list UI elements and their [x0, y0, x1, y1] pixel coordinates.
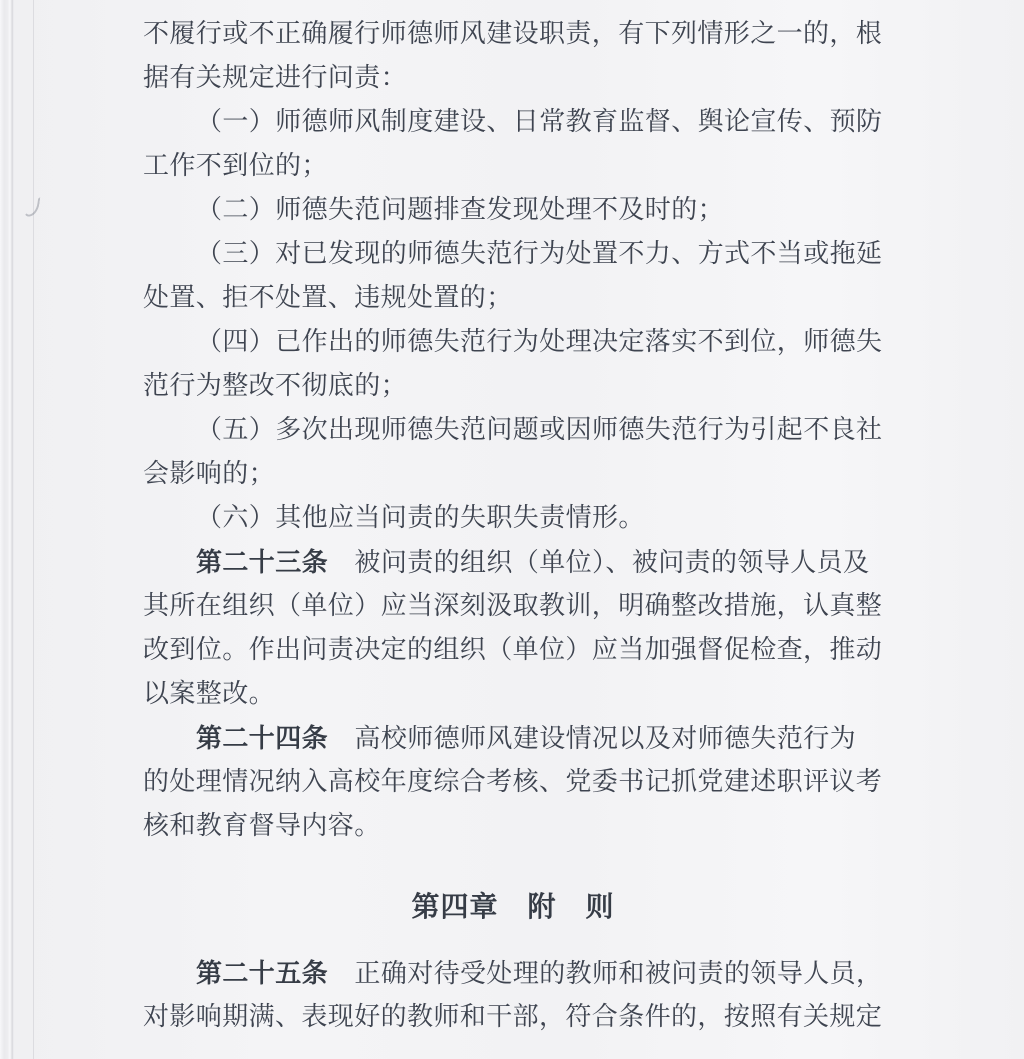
- article-text: 高校师德师风建设情况以及对师德失范行为: [328, 724, 857, 753]
- text-line: （三）对已发现的师德失范行为处置不力、方式不当或拖延: [196, 239, 883, 268]
- text-line: 不履行或不正确履行师德师风建设职责，有下列情形之一的，根: [143, 19, 883, 48]
- text-line: 据有关规定进行问责：: [143, 63, 408, 92]
- text-line: [143, 540, 883, 584]
- paper-crease-line: [33, 0, 34, 1059]
- article-number: 第二十五条: [196, 958, 329, 988]
- scan-left-edge: [0, 0, 14, 1059]
- text-line: 处置、拒不处置、违规处置的；: [143, 283, 513, 312]
- text-line: [143, 951, 883, 995]
- text-line: 范行为整改不彻底的；: [143, 371, 408, 400]
- document-body: [143, 12, 883, 1039]
- article-text: 被问责的组织（单位）、被问责的领导人员及: [328, 548, 870, 577]
- text-line: （一）师德师风制度建设、日常教育监督、舆论宣传、预防: [196, 107, 883, 136]
- text-line: （四）已作出的师德失范行为处理决定落实不到位，师德失: [196, 327, 883, 356]
- paper-crease-mark: [24, 195, 41, 218]
- text-line: 对影响期满、表现好的教师和干部，符合条件的，按照有关规定: [143, 1002, 883, 1031]
- text-line: 改到位。作出问责决定的组织（单位）应当加强督促检查，推动: [143, 635, 883, 664]
- text-line: 的处理情况纳入高校年度综合考核、党委书记抓党建述职评议考: [143, 767, 883, 796]
- text-line: 工作不到位的；: [143, 151, 328, 180]
- text-line: 其所在组织（单位）应当深刻汲取教训，明确整改措施，认真整: [143, 591, 883, 620]
- text-line: （五）多次出现师德失范问题或因师德失范行为引起不良社: [196, 415, 883, 444]
- text-line: （二）师德失范问题排查发现处理不及时的；: [196, 195, 725, 224]
- text-line: 核和教育督导内容。: [143, 811, 381, 840]
- chapter-heading: 第四章 附 则: [411, 891, 615, 922]
- article-number: 第二十三条: [196, 547, 329, 577]
- article-number: 第二十四条: [196, 723, 329, 753]
- text-line: （六）其他应当问责的失职失责情形。: [196, 503, 645, 532]
- article-text: 正确对待受处理的教师和被问责的领导人员，: [328, 959, 883, 988]
- text-line: [143, 716, 883, 760]
- text-line: 以案整改。: [143, 679, 276, 708]
- text-line: 会影响的；: [143, 459, 276, 488]
